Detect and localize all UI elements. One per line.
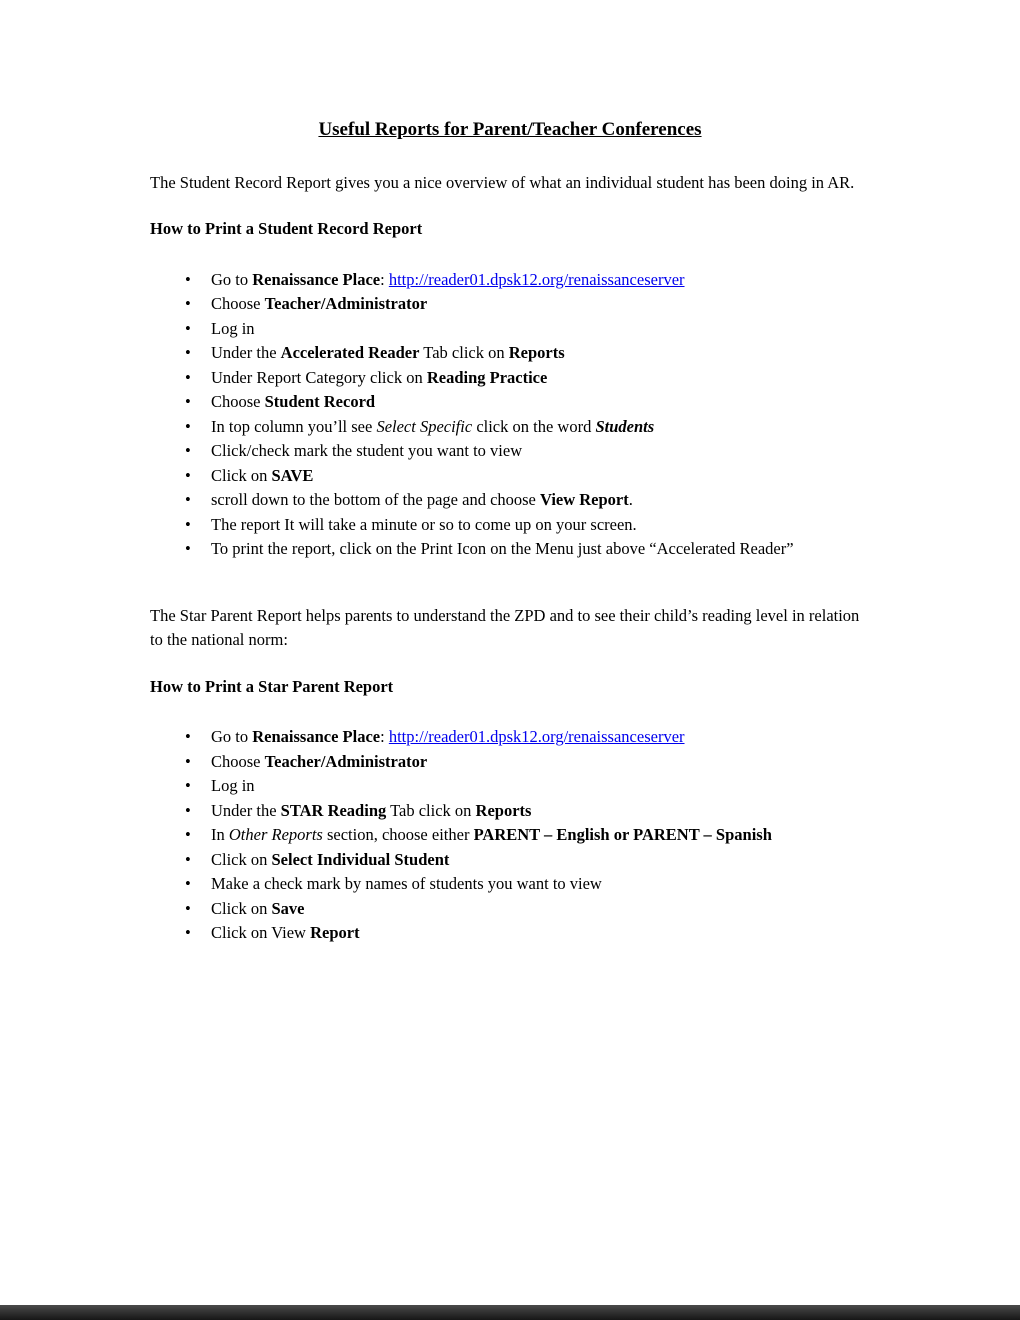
text-run: Tab click on [386,800,476,820]
bullet-marker: • [185,343,191,362]
bullet-marker: • [185,269,191,289]
bullet-marker: • [185,490,191,509]
text-run: Choose [211,751,265,771]
list-item [185,390,870,415]
bullet-marker: • [185,441,191,460]
intro-paragraph-student-record: The Student Record Report gives you a nice overview of what an individual student has been doing in AR. [150,172,855,192]
list-item [185,341,870,366]
text-run: section, choose either [322,825,474,844]
bullet-marker: • [185,539,191,558]
bullet-marker: • [185,825,191,844]
text-run: Click/check mark the student you want to view [211,441,523,460]
bullet-marker: • [185,751,191,771]
list-item [185,725,870,750]
star-parent-steps-list [150,725,870,946]
section-heading-student-record: How to Print a Student Record Report [150,219,423,238]
text-run: Reports [508,343,565,362]
text-run: Under the [211,343,281,362]
text-run: Renaissance Place [252,727,381,746]
text-run: Log in [211,318,255,338]
text-run: In [211,825,229,844]
text-run: Other Reports [228,825,323,844]
list-item [185,488,870,513]
text-run: Reports [475,800,532,820]
text-run: Click on [211,465,272,485]
list-item [185,439,870,464]
list-item [185,848,870,873]
text-run: Reading Practice [426,367,548,387]
bullet-marker: • [185,923,191,942]
text-run: Accelerated Reader [280,343,420,362]
list-item [185,268,870,293]
text-run: Renaissance Place [252,269,381,289]
text-run: Tab click on [419,343,509,362]
text-run: Go to [211,269,253,289]
list-item [185,292,870,317]
bullet-marker: • [185,727,191,746]
text-run: View Report [540,490,629,509]
hyperlink[interactable]: http://reader01.dpsk12.org/renaissanceserver [388,727,685,746]
bullet-marker: • [185,874,191,893]
text-run: In top column you’ll see [211,416,377,436]
text-run: Click on [211,898,272,918]
text-run: . [628,490,633,509]
text-run: Under Report Category click on [211,367,427,387]
text-run: Choose [211,392,265,411]
text-run: Go to [211,727,253,746]
text-run: STAR Reading [280,800,387,820]
text-run: To print the report, click on the Print Icon on the Menu just above “Accelerated Reader” [211,539,794,558]
bullet-marker: • [185,318,191,338]
text-run: Student Record [264,392,376,411]
text-run: Make a check mark by names of students you want to view [211,874,602,893]
text-run: PARENT – English or PARENT – Spanish [473,825,772,844]
bullet-marker: • [185,294,191,313]
text-run: Click on [211,849,272,869]
text-run: Teacher/Administrator [264,294,428,313]
text-run: Select Specific [376,416,473,436]
text-run: Save [271,898,305,918]
document-title: Useful Reports for Parent/Teacher Conferences [318,119,702,140]
intro-paragraph-star-parent: The Star Parent Report helps parents to understand the ZPD and to see their child’s reading level in relation to the national norm: [150,605,860,649]
list-item [185,799,870,824]
list-item [185,872,870,897]
list-item [185,366,870,391]
text-run: : [380,727,389,746]
list-item [185,823,870,848]
list-item [185,537,870,562]
list-item [185,317,870,342]
bullet-marker: • [185,465,191,485]
text-run: Report [310,923,360,942]
text-run: SAVE [271,465,314,485]
list-item [185,897,870,922]
bullet-marker: • [185,514,191,534]
list-item [185,921,870,946]
text-run: The report It will take a minute or so to come up on your screen. [211,514,637,534]
text-run: Select Individual Student [271,849,450,869]
text-run: Log in [211,776,255,795]
bullet-marker: • [185,776,191,795]
bullet-marker: • [185,898,191,918]
bullet-marker: • [185,416,191,436]
list-item [185,513,870,538]
text-run: click on the word [472,416,596,436]
list-item [185,774,870,799]
text-run: : [380,269,389,289]
text-run: Click on View [211,923,311,942]
list-item [185,415,870,440]
bullet-marker: • [185,367,191,387]
hyperlink[interactable]: http://reader01.dpsk12.org/renaissanceserver [388,269,685,289]
list-item [185,464,870,489]
text-run: Students [595,416,655,436]
bullet-marker: • [185,392,191,411]
text-run: Teacher/Administrator [264,751,428,771]
text-run: Choose [211,294,265,313]
bullet-marker: • [185,800,191,820]
list-item [185,750,870,775]
page-bottom-edge [0,1305,1020,1320]
bullet-marker: • [185,849,191,869]
text-run: scroll down to the bottom of the page and choose [211,490,541,509]
section-heading-star-parent: How to Print a Star Parent Report [150,676,394,696]
text-run: Under the [211,800,281,820]
student-record-steps-list [150,268,870,562]
